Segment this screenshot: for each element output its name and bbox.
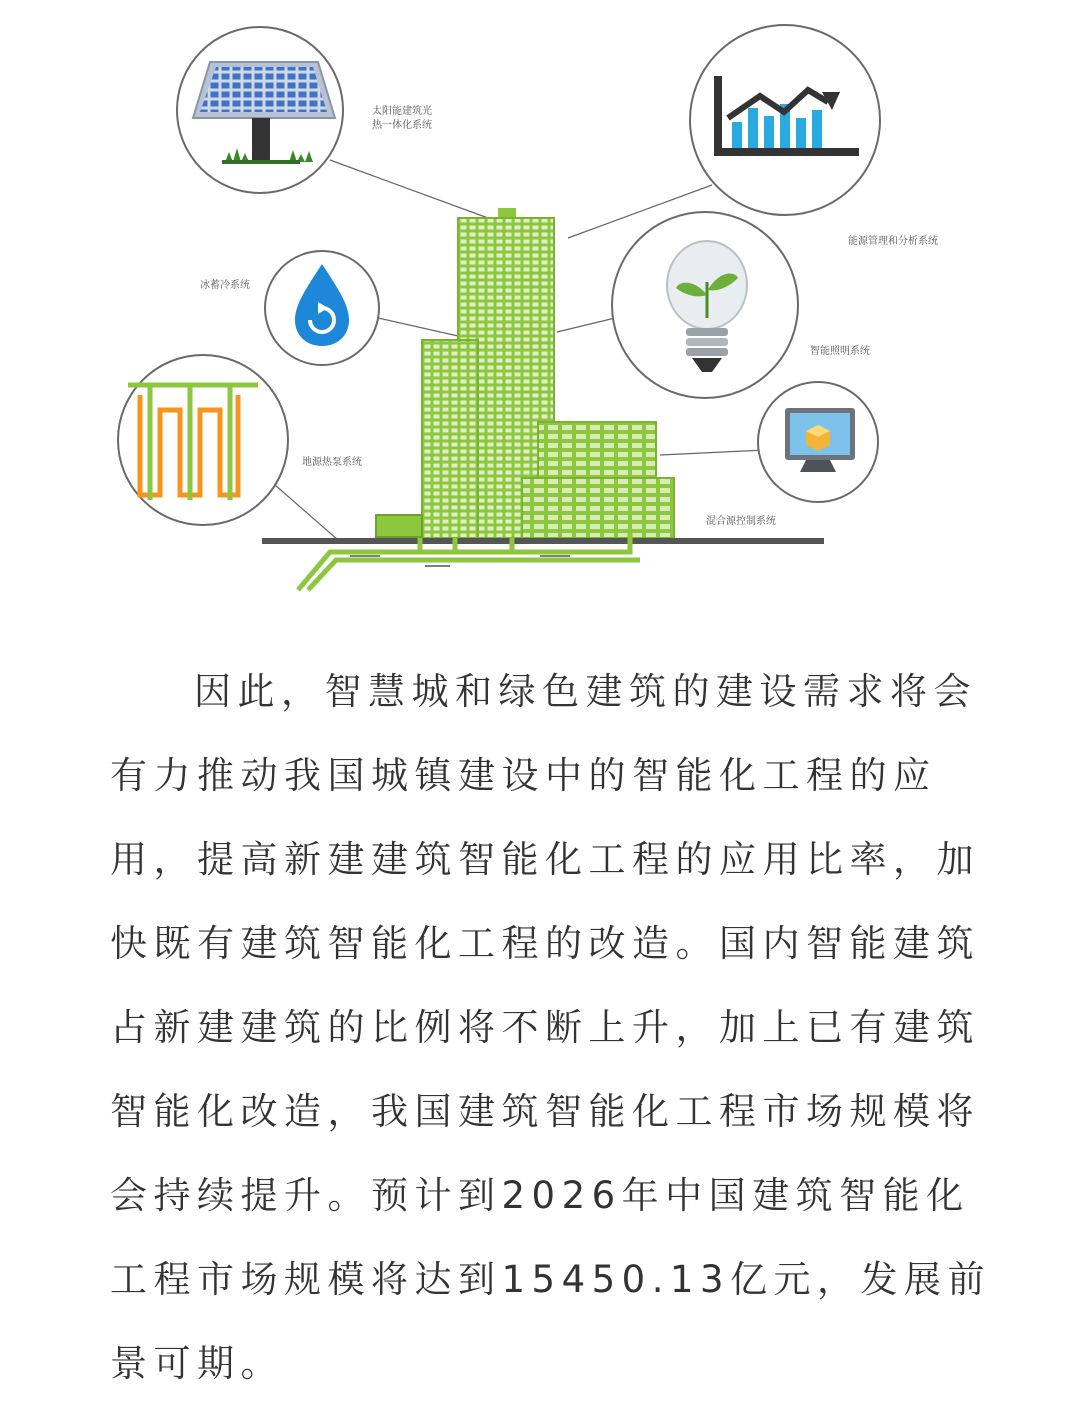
- label-solar-line1: 太阳能建筑光: [372, 106, 432, 117]
- geothermal-pipes-icon: [118, 355, 288, 525]
- water-drop-icon: [265, 251, 379, 365]
- paragraph-line: 有力推动我国城镇建设中的智能化工程的应: [110, 754, 937, 797]
- label-ice: 冰蓄冷系统: [200, 280, 250, 291]
- label-lighting: 智能照明系统: [810, 346, 870, 357]
- ground-and-pipes: [262, 530, 824, 590]
- paragraph-line: 景可期。: [110, 1342, 284, 1385]
- paragraph-line: 智能化改造，我国建筑智能化工程市场规模将: [110, 1090, 980, 1133]
- paragraph-line: 工程市场规模将达到15450.13亿元，发展前: [110, 1258, 992, 1301]
- label-energy: 能源管理和分析系统: [848, 236, 938, 247]
- chart-icon: [690, 25, 880, 215]
- lightbulb-icon: [612, 212, 798, 398]
- paragraph-line: 占新建建筑的比例将不断上升，加上已有建筑: [110, 1006, 980, 1049]
- paragraph-line: 因此，智慧城和绿色建筑的建设需求将会: [194, 670, 977, 713]
- monitor-icon: [758, 382, 878, 502]
- label-geothermal: 地源热泵系统: [302, 457, 362, 468]
- paragraph-line: 用，提高新建建筑智能化工程的应用比率，加: [110, 838, 980, 881]
- solar-panel-icon: [177, 27, 343, 193]
- paragraph-line: 会持续提升。预计到2026年中国建筑智能化: [110, 1174, 970, 1217]
- label-solar-line2: 热一体化系统: [372, 120, 432, 131]
- paragraph-line: 快既有建筑智能化工程的改造。国内智能建筑: [110, 922, 980, 965]
- smart-building-diagram: [0, 0, 1080, 620]
- article-body: [110, 650, 992, 1406]
- label-hybrid: 混合源控制系统: [706, 516, 776, 527]
